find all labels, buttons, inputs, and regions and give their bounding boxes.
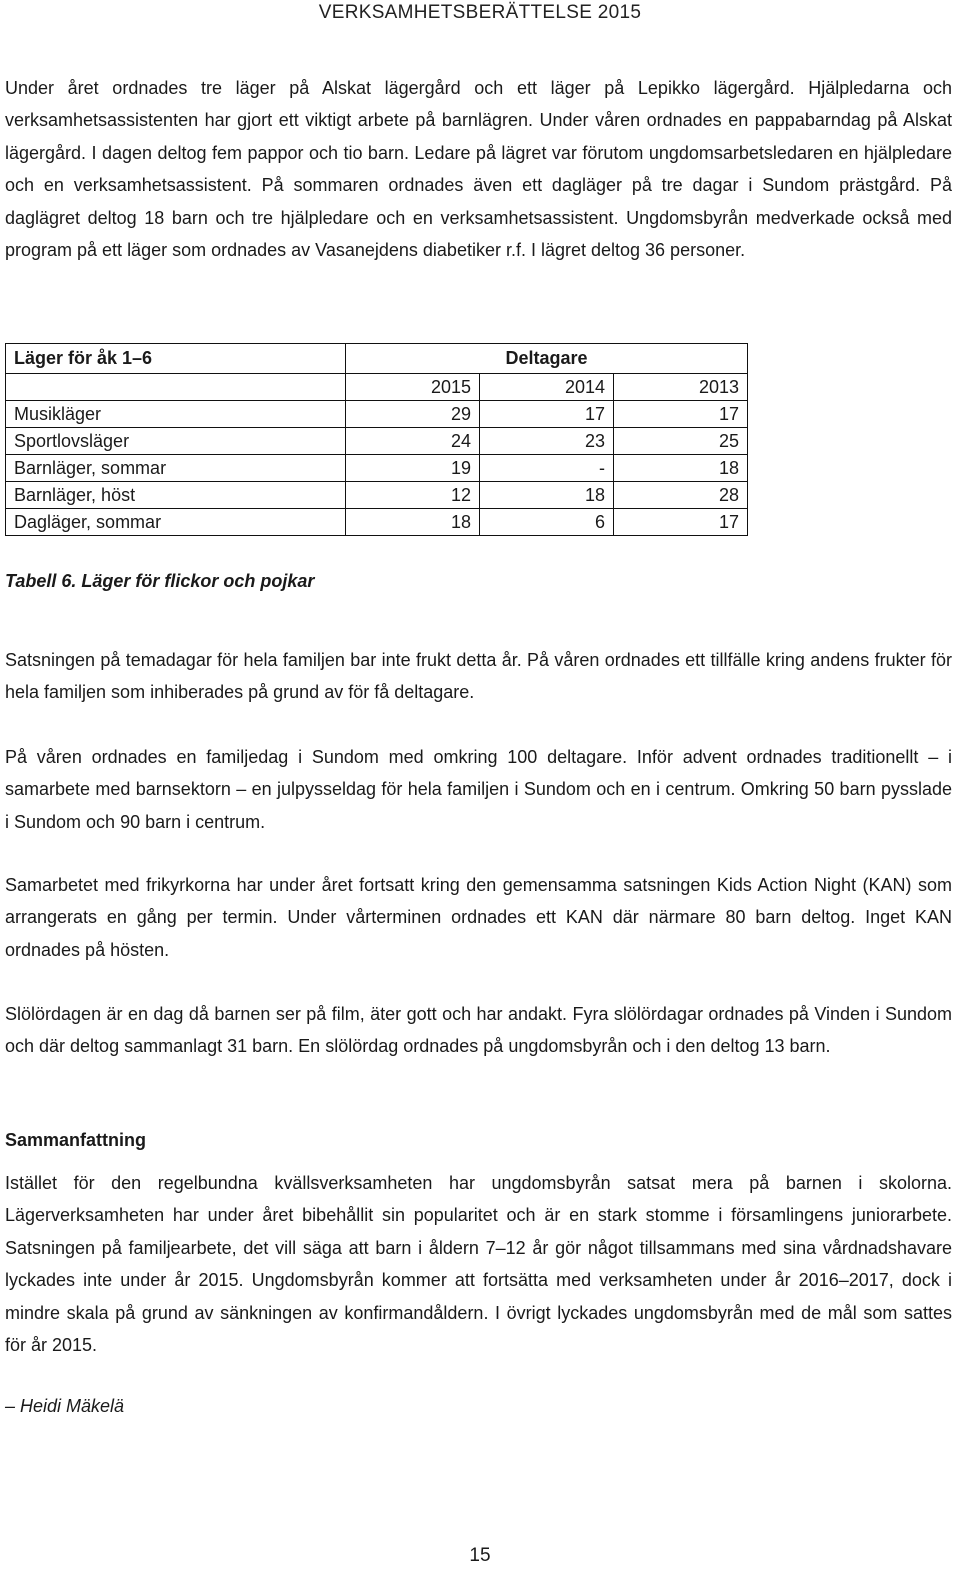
paragraph-camps: Under året ordnades tre läger på Alskat lägergård och ett läger på Lepikko lägergård. Hjälpledarna och verksamhetsassistenten har gjort ett viktigt arbete på barnlägren. Under våren ordnades en pappabarndag på Alskat lägergård. I dagen deltog fem pappor och tio barn. Ledare på lägret var förutom ungdomsarbetsledaren en hjälpledare och en verksamhetsassistent. På sommaren ordnades även ett dagläger på tre dagar i Sundom prästgård. På daglägret deltog 18 barn och tre hjälpledare och en verksamhetsassistent. Ungdomsbyrån medverkade också med program på ett läger som ordnades av Vasanejdens diabetiker r.f. I lägret deltog 36 personer. — [5, 78, 952, 261]
row-value: 23 — [480, 428, 614, 455]
row-value: 12 — [346, 482, 480, 509]
row-value: 18 — [480, 482, 614, 509]
row-label: Barnläger, höst — [6, 482, 346, 509]
table-caption: Tabell 6. Läger för flickor och pojkar — [5, 571, 315, 591]
table-row — [6, 428, 748, 455]
row-value: 17 — [614, 509, 748, 536]
table-title-cell: Läger för åk 1–6 — [6, 344, 346, 374]
row-value: 17 — [480, 401, 614, 428]
row-value: 28 — [614, 482, 748, 509]
row-value: 18 — [346, 509, 480, 536]
row-value: 17 — [614, 401, 748, 428]
table-row — [6, 401, 748, 428]
camps-table — [5, 343, 748, 536]
page-number: 15 — [469, 1545, 491, 1566]
summary-heading: Sammanfattning — [5, 1130, 147, 1150]
row-label: Musikläger — [6, 401, 346, 428]
row-value: 19 — [346, 455, 480, 482]
row-value: 29 — [346, 401, 480, 428]
table-year-header: 2015 — [346, 374, 480, 401]
table-empty-cell — [6, 374, 346, 401]
row-value: 18 — [614, 455, 748, 482]
table-group-header: Deltagare — [346, 344, 748, 374]
paragraph-kan: Samarbetet med frikyrkorna har under året fortsatt kring den gemensamma satsningen Kids Action Night (KAN) som arrangerats en gång per termin. Under vårterminen ordnades ett KAN där närmare 80 barn deltog. Inget KAN ordnades på hösten. — [5, 875, 952, 960]
row-value: 24 — [346, 428, 480, 455]
signature: – Heidi Mäkelä — [5, 1396, 125, 1416]
table-row — [6, 455, 748, 482]
table-year-header: 2013 — [614, 374, 748, 401]
row-value: - — [480, 455, 614, 482]
table-row — [6, 482, 748, 509]
paragraph-family-day: På våren ordnades en familjedag i Sundom med omkring 100 deltagare. Inför advent ordnades traditionellt – i samarbete med barnsektorn – en julpysseldag för hela familjen i Sundom och en i centrum. Omkring 50 barn pysslade i Sundom och 90 barn i centrum. — [5, 747, 952, 832]
row-label: Barnläger, sommar — [6, 455, 346, 482]
row-label: Sportlovsläger — [6, 428, 346, 455]
paragraph-theme-days: Satsningen på temadagar för hela familjen bar inte frukt detta år. På våren ordnades ett tillfälle kring andens frukter för hela familjen som inhiberades på grund av för få deltagare. — [5, 650, 952, 703]
paragraph-slolordag: Slölördagen är en dag då barnen ser på film, äter gott och har andakt. Fyra slölördagar ordnades på Vinden i Sundom och där deltog sammanlagt 31 barn. En slölördag ordnades på ungdomsbyrån och i den deltog 13 barn. — [5, 1004, 952, 1057]
row-label: Dagläger, sommar — [6, 509, 346, 536]
table-row — [6, 509, 748, 536]
row-value: 25 — [614, 428, 748, 455]
row-value: 6 — [480, 509, 614, 536]
table-year-header: 2014 — [480, 374, 614, 401]
page-header: VERKSAMHETSBERÄTTELSE 2015 — [318, 2, 642, 23]
paragraph-summary: Istället för den regelbundna kvällsverksamheten har ungdomsbyrån satsat mera på barnen i skolorna. Lägerverksamheten har under året bibehållit sin popularitet och är en stark stomme i församlingens juniorarbete. Satsningen på familjearbete, det vill säga att barn i åldern 7–12 år gör något tillsammans med sina vårdnadshavare lyckades inte under år 2015. Ungdomsbyrån kommer att fortsätta med verksamheten under år 2016–2017, dock i mindre skala på grund av sänkningen av konfirmandåldern. I övrigt lyckades ungdomsbyrån med de mål som sattes för år 2015. — [5, 1173, 952, 1356]
